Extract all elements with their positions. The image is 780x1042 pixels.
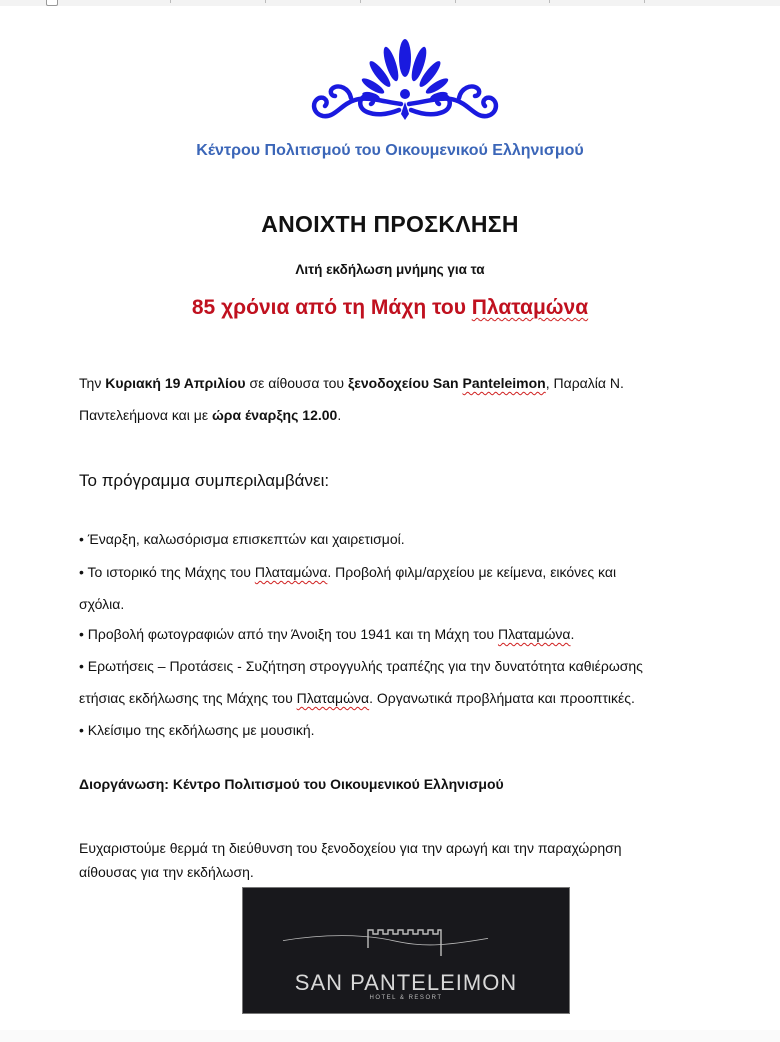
event-date: Κυριακή 19 Απριλίου: [105, 375, 246, 391]
ruler-bar: [0, 0, 780, 6]
ruler-tick: [549, 0, 550, 3]
ruler-tick: [644, 0, 645, 3]
hotel-name: SAN PANTELEIMON: [294, 970, 518, 995]
spellcheck-flagged-word[interactable]: Πλαταμώνα: [254, 564, 328, 580]
text: .: [337, 407, 342, 423]
program-item-continued: [79, 688, 635, 708]
program-item: [79, 562, 616, 582]
spellcheck-flagged-word[interactable]: Panteleimon: [462, 375, 546, 391]
invitation-subtitle: Λιτή εκδήλωση μνήμης για τα: [295, 262, 485, 277]
venue: ξενοδοχείου San: [347, 375, 463, 391]
ruler-tick: [455, 0, 456, 3]
thanks-line-1: Ευχαριστούμε θερμά τη διεύθυνση του ξενοδοχείου για την αρωγή και την παραχώρηση: [79, 840, 622, 856]
event-headline: [0, 296, 780, 320]
text: ετήσιας εκδήλωσης της Μάχης του: [79, 690, 297, 706]
program-item: • Ερωτήσεις – Προτάσεις - Συζήτηση στρογγυλής τραπέζης για την δυνατότητα καθιέρωσης: [79, 658, 643, 674]
ruler-tick: [360, 0, 361, 3]
invitation-title: ΑΝΟΙΧΤΗ ΠΡΟΣΚΛΗΣΗ: [261, 211, 519, 237]
program-item: • Κλείσιμο της εκδήλωσης με μουσική.: [79, 722, 315, 738]
text: σε αίθουσα του: [245, 375, 348, 391]
checkbox[interactable]: [46, 0, 58, 6]
text: .: [570, 626, 575, 642]
hotel-logo: [242, 887, 570, 1014]
program-heading: Το πρόγραμμα συμπεριλαμβάνει:: [79, 471, 330, 490]
intro-line-1: [79, 373, 624, 393]
text: • Το ιστορικό της Μάχης του: [79, 564, 255, 580]
program-item: • Έναρξη, καλωσόρισμα επισκεπτών και χαιρετισμοί.: [79, 531, 405, 547]
text: . Οργανωτικά προβλήματα και προοπτικές.: [369, 690, 635, 706]
spellcheck-flagged-word[interactable]: Πλαταμώνα: [497, 626, 571, 642]
spellcheck-flagged-word[interactable]: Πλαταμώνα: [471, 296, 589, 319]
thanks-line-2: αίθουσας για την εκδήλωση.: [79, 864, 254, 880]
text: , Παραλία Ν.: [545, 375, 624, 391]
text: Την: [79, 375, 106, 391]
text: • Προβολή φωτογραφιών από την Άνοιξη του 1941 και τη Μάχη του: [79, 626, 498, 642]
organization-header: Κέντρου Πολιτισμού του Οικουμενικού Ελληνισμού: [196, 142, 584, 159]
start-time: ώρα έναρξης 12.00: [211, 407, 338, 423]
intro-line-2: [79, 405, 341, 425]
palmette-ornament-icon: [305, 36, 505, 124]
text: Παντελεήμονα και με: [79, 407, 212, 423]
program-item-continued: σχόλια.: [79, 596, 125, 612]
headline-text: 85 χρόνια από τη Μάχη του: [191, 296, 472, 319]
text: . Προβολή φιλμ/αρχείου με κείμενα, εικόνες και: [327, 564, 617, 580]
bottom-bar: [0, 1030, 780, 1042]
spellcheck-flagged-word[interactable]: Πλαταμώνα: [296, 690, 370, 706]
hotel-tagline: HOTEL & RESORT: [369, 995, 443, 1001]
program-item: [79, 624, 574, 644]
ruler-tick: [170, 0, 171, 3]
ruler-tick: [265, 0, 266, 3]
organizer-line: Διοργάνωση: Κέντρο Πολιτισμού του Οικουμενικού Ελληνισμού: [79, 776, 504, 792]
